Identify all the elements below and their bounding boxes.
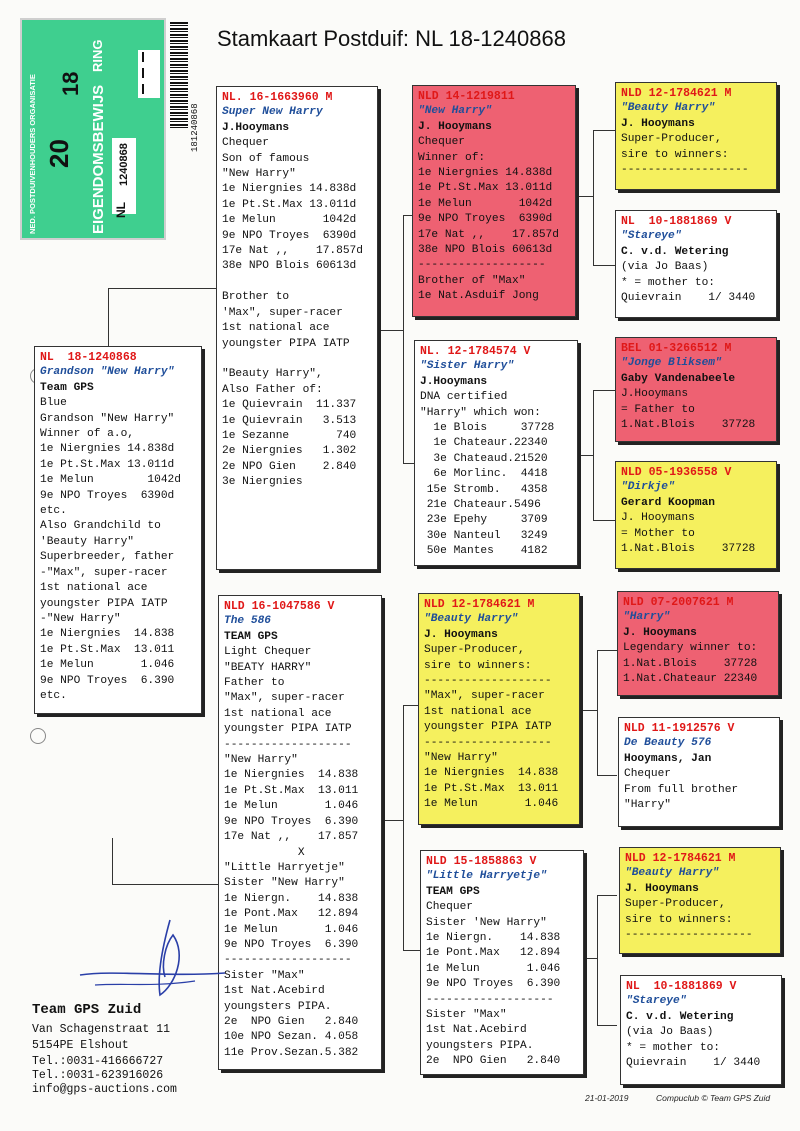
pedigree-line: 30e Nanteul 3249 bbox=[420, 529, 548, 542]
pedigree-line: Sister "New Harry" bbox=[224, 877, 345, 890]
pigeon-name: "Stareye" bbox=[626, 995, 687, 1008]
punch-hole bbox=[30, 728, 46, 744]
pigeon-name: The 586 bbox=[224, 615, 271, 628]
breeder-name: J. Hooymans bbox=[625, 882, 699, 895]
pigeon-name: Super New Harry bbox=[222, 106, 323, 119]
ring-number: NLD 12-1784621 M bbox=[621, 87, 732, 100]
ring-number: NLD 12-1784621 M bbox=[625, 852, 736, 865]
pedigree-line: 1e Pt.St.Max 13.011d bbox=[222, 198, 357, 211]
pedigree-line: = Father to bbox=[621, 403, 695, 416]
pedigree-line: 23e Epehy 3709 bbox=[420, 514, 548, 527]
breeder-name: Hooymans, Jan bbox=[624, 752, 712, 765]
pigeon-name: "Jonge Bliksem" bbox=[621, 357, 722, 370]
pedigree-line: 1e Niergnies 14.838d bbox=[40, 443, 175, 456]
pedigree-line: 1e Niergn. 14.838 bbox=[426, 932, 561, 945]
pigeon-name: De Beauty 576 bbox=[624, 737, 712, 750]
pedigree-line: Brother of "Max" bbox=[418, 274, 526, 287]
pedigree-line: Chequer bbox=[426, 901, 473, 914]
pedigree-line: 1e Niergnies 14.838d bbox=[418, 167, 553, 180]
pigeon-name: "Beauty Harry" bbox=[621, 102, 715, 115]
pedigree-line: Son of famous bbox=[222, 152, 310, 165]
ring-number: NLD 15-1858863 V bbox=[426, 855, 537, 868]
pedigree-line: Blue bbox=[40, 397, 67, 410]
pedigree-line: 9e NPO Troyes 6.390 bbox=[426, 978, 561, 991]
breeder-name: C. v.d. Wetering bbox=[621, 245, 729, 258]
pedigree-box-mm-father bbox=[619, 847, 781, 954]
breeder-name: J. Hooymans bbox=[418, 120, 492, 133]
breeder-name: J.Hooymans bbox=[222, 121, 290, 134]
pedigree-line: youngster PIPA IATP bbox=[424, 721, 552, 734]
pedigree-line: "Harry" bbox=[624, 799, 671, 812]
pedigree-line: 1st national ace bbox=[224, 707, 332, 720]
pedigree-line: 38e NPO Blois 60613d bbox=[222, 260, 357, 273]
pedigree-line: "BEATY HARRY" bbox=[224, 661, 312, 674]
pedigree-box-subject bbox=[34, 346, 202, 714]
pedigree-line: 1st Nat.Acebird bbox=[426, 1024, 527, 1037]
pedigree-line: J.Hooymans bbox=[621, 388, 689, 401]
pedigree-line: 9e NPO Troyes 6.390 bbox=[224, 815, 359, 828]
barcode bbox=[170, 22, 188, 128]
pedigree-line: 1.Nat.Chateaur 22340 bbox=[623, 673, 758, 686]
pedigree-line: * = mother to: bbox=[621, 276, 715, 289]
pedigree-line: 21e Chateaur.5496 bbox=[420, 499, 541, 512]
pedigree-line: 9e NPO Troyes 6390d bbox=[418, 213, 553, 226]
pedigree-line: 1e Niergnies 14.838 bbox=[224, 769, 359, 782]
pedigree-line: 9e NPO Troyes 6.390 bbox=[40, 674, 175, 687]
pedigree-line: ------------------- bbox=[224, 954, 352, 967]
breeder-name: Gerard Koopman bbox=[621, 496, 715, 509]
pedigree-line: sire to winners: bbox=[621, 148, 729, 161]
pedigree-line: 1e Pont.Max 12.894 bbox=[426, 947, 561, 960]
card-country: NL bbox=[114, 202, 128, 218]
pedigree-box-ff-father bbox=[615, 82, 777, 190]
pedigree-line: 1e Niergn. 14.838 bbox=[224, 892, 359, 905]
card-cert-text: EIGENDOMSBEWIJS bbox=[90, 84, 107, 234]
footer-street: Van Schagenstraat 11 bbox=[32, 1023, 171, 1036]
pedigree-line: Winner of: bbox=[418, 151, 486, 164]
footer-tel1: Tel.:0031-416666727 bbox=[32, 1055, 164, 1068]
pedigree-line: ------------------- bbox=[424, 675, 552, 688]
page-title: Stamkaart Postduif: NL 18-1240868 bbox=[217, 26, 566, 51]
card-year-left: 20 bbox=[44, 139, 74, 168]
pedigree-line: "New Harry" bbox=[222, 168, 296, 181]
pedigree-line: Chequer bbox=[418, 136, 465, 149]
breeder-name: Gaby Vandenabeele bbox=[621, 372, 736, 385]
pedigree-line: sire to winners: bbox=[625, 913, 733, 926]
ring-number: NLD 07-2007621 M bbox=[623, 596, 734, 609]
breeder-name: C. v.d. Wetering bbox=[626, 1010, 734, 1023]
pedigree-box-fm-father bbox=[615, 337, 777, 442]
pedigree-line: 1e Melun 1.046 bbox=[224, 800, 359, 813]
pedigree-line: Sister 'New Harry" bbox=[426, 916, 547, 929]
pedigree-line: Father to bbox=[224, 677, 285, 690]
ring-number: NL 10-1881869 V bbox=[621, 215, 732, 228]
pedigree-line: 1st national ace bbox=[222, 322, 330, 335]
pedigree-line: X bbox=[224, 846, 305, 859]
pedigree-line: From full brother bbox=[624, 783, 739, 796]
pedigree-line: Also Grandchild to bbox=[40, 520, 161, 533]
pedigree-box-mother-mother bbox=[420, 850, 584, 1075]
breeder-name: TEAM GPS bbox=[426, 885, 480, 898]
pedigree-line: "New Harry" bbox=[424, 752, 498, 765]
pedigree-line: 1e Niergnies 14.838 bbox=[424, 767, 559, 780]
signature bbox=[75, 915, 235, 1005]
pedigree-line: ------------------- bbox=[418, 259, 546, 272]
pedigree-line: youngster PIPA IATP bbox=[40, 597, 168, 610]
pedigree-line: 9e NPO Troyes 6.390 bbox=[224, 938, 359, 951]
pedigree-line bbox=[222, 352, 372, 367]
pedigree-line: ------------------- bbox=[621, 164, 749, 177]
pedigree-line: Chequer bbox=[222, 137, 269, 150]
barcode-number: 181240868 bbox=[190, 103, 200, 152]
pedigree-line: 'Beauty Harry" bbox=[40, 535, 134, 548]
ring-number: NLD 16-1047586 V bbox=[224, 600, 335, 613]
pedigree-line: 1.Nat.Blois 37728 bbox=[621, 543, 756, 556]
pedigree-line: "Max", super-racer bbox=[424, 690, 545, 703]
pedigree-line: Super-Producer, bbox=[621, 133, 722, 146]
pigeon-name: "Beauty Harry" bbox=[424, 613, 518, 626]
pedigree-line: youngsters PIPA. bbox=[224, 1000, 332, 1013]
pedigree-line: (via Jo Baas) bbox=[621, 261, 709, 274]
pedigree-line: 1st national ace bbox=[424, 705, 532, 718]
pedigree-line: "Little Harryetje" bbox=[224, 861, 345, 874]
pedigree-line: 1e Pt.St.Max 13.011 bbox=[424, 782, 559, 795]
pedigree-line: 38e NPO Blois 60613d bbox=[418, 244, 553, 257]
pedigree-line: 1e Sezanne 740 bbox=[222, 429, 357, 442]
ring-number: NLD 11-1912576 V bbox=[624, 722, 735, 735]
ring-number: BEL 01-3266512 M bbox=[621, 342, 732, 355]
pedigree-line: 2e NPO Gien 2.840 bbox=[426, 1055, 561, 1068]
breeder-name: TEAM GPS bbox=[224, 630, 278, 643]
pedigree-line: 1e Pont.Max 12.894 bbox=[224, 908, 359, 921]
pedigree-line: 9e NPO Troyes 6390d bbox=[40, 489, 175, 502]
breeder-name: J. Hooymans bbox=[621, 117, 695, 130]
pedigree-line: 50e Mantes 4182 bbox=[420, 545, 548, 558]
pedigree-line: Sister "Max" bbox=[426, 1009, 507, 1022]
ring-number: NL 10-1881869 V bbox=[626, 980, 737, 993]
pedigree-line: 11e Prov.Sezan.5.382 bbox=[224, 1046, 359, 1059]
card-org-text: NED. POSTDUIVENHOUDERS ORGANISATIE bbox=[28, 74, 37, 234]
pedigree-box-mother-father bbox=[418, 593, 580, 825]
pedigree-line: Super-Producer, bbox=[424, 644, 525, 657]
pedigree-line: 1e Pt.St.Max 13.011 bbox=[40, 643, 175, 656]
pedigree-line: Super-Producer, bbox=[625, 898, 726, 911]
pedigree-line: 1.Nat.Blois 37728 bbox=[623, 657, 758, 670]
pedigree-line bbox=[222, 275, 372, 290]
breeder-name: J. Hooymans bbox=[424, 628, 498, 641]
pedigree-line: ------------------- bbox=[224, 738, 352, 751]
pedigree-line: 2e NPO Gien 2.840 bbox=[222, 460, 357, 473]
pedigree-line: Grandson "New Harry" bbox=[40, 412, 175, 425]
pedigree-line: 1e Pt.St.Max 13.011 bbox=[224, 784, 359, 797]
breeder-name: Team GPS bbox=[40, 381, 94, 394]
pigeon-name: "New Harry" bbox=[418, 105, 492, 118]
ring-number: NLD 14-1219811 bbox=[418, 90, 515, 103]
pedigree-box-fm-mother bbox=[615, 461, 777, 569]
footer-tel2: Tel.:0031-623916026 bbox=[32, 1069, 164, 1082]
pedigree-line: etc. bbox=[40, 689, 67, 702]
pedigree-line: 10e NPO Sezan. 4.058 bbox=[224, 1031, 359, 1044]
pedigree-line: 1st Nat.Acebird bbox=[224, 985, 325, 998]
pedigree-line: 1.Nat.Blois 37728 bbox=[621, 419, 756, 432]
pedigree-line: 1st national ace bbox=[40, 582, 148, 595]
pedigree-line: 17e Nat ,, 17.857 bbox=[224, 831, 359, 844]
ring-number: NLD 05-1936558 V bbox=[621, 466, 732, 479]
pedigree-box-mm-mother bbox=[620, 975, 782, 1085]
pedigree-line: Light Chequer bbox=[224, 646, 312, 659]
pedigree-line: Also Father of: bbox=[222, 383, 323, 396]
pedigree-line: 1e Melun 1.046 bbox=[424, 798, 559, 811]
pedigree-line: 1e Melun 1.046 bbox=[224, 923, 359, 936]
ring-number: NL. 12-1784574 V bbox=[420, 345, 531, 358]
pedigree-line: youngster PIPA IATP bbox=[222, 337, 350, 350]
breeder-name: J.Hooymans bbox=[420, 375, 488, 388]
pigeon-name: "Harry" bbox=[623, 611, 670, 624]
pedigree-box-mother bbox=[218, 595, 382, 1070]
pedigree-line: youngsters PIPA. bbox=[426, 1039, 534, 1052]
pedigree-line: 1e Melun 1.046 bbox=[426, 962, 561, 975]
pedigree-line: 6e Morlinc. 4418 bbox=[420, 468, 548, 481]
pedigree-line: Sister "Max" bbox=[224, 969, 305, 982]
breeder-name: J. Hooymans bbox=[623, 626, 697, 639]
pedigree-line: 2e NPO Gien 2.840 bbox=[224, 1015, 359, 1028]
pedigree-line: "Beauty Harry", bbox=[222, 368, 323, 381]
pigeon-name: "Stareye" bbox=[621, 230, 682, 243]
pedigree-line: 15e Stromb. 4358 bbox=[420, 483, 548, 496]
pedigree-line: Chequer bbox=[624, 768, 671, 781]
pedigree-line: 1e Quievrain 3.513 bbox=[222, 414, 357, 427]
ring-number: NL. 16-1663960 M bbox=[222, 91, 333, 104]
ring-ownership-card bbox=[20, 18, 166, 240]
pedigree-line: 1e Niergnies 14.838d bbox=[222, 183, 357, 196]
pedigree-line: 1e Melun 1042d bbox=[418, 197, 553, 210]
pedigree-line: ------------------- bbox=[625, 929, 753, 942]
card-year-right: 18 bbox=[58, 71, 83, 96]
pigeon-name: "Dirkje" bbox=[621, 481, 675, 494]
pedigree-box-father bbox=[216, 86, 378, 570]
footer-email: info@gps-auctions.com bbox=[32, 1083, 177, 1096]
pedigree-line: Quievrain 1/ 3440 bbox=[621, 292, 756, 305]
pedigree-line: 1e Chateaur.22340 bbox=[420, 437, 548, 450]
pedigree-line: 1e Pt.St.Max 13.011d bbox=[40, 458, 175, 471]
pedigree-line: 9e NPO Troyes 6390d bbox=[222, 229, 357, 242]
pedigree-line: 1e Melun 1.046 bbox=[40, 659, 175, 672]
pedigree-line: 1e Blois 37728 bbox=[420, 422, 555, 435]
pedigree-line: Superbreeder, father bbox=[40, 551, 175, 564]
pedigree-line: (via Jo Baas) bbox=[626, 1026, 714, 1039]
pedigree-box-father-mother bbox=[414, 340, 578, 566]
pedigree-line: -"New Harry" bbox=[40, 612, 121, 625]
pedigree-line: 'Max", super-racer bbox=[222, 306, 343, 319]
pigeon-name: "Little Harryetje" bbox=[426, 870, 547, 883]
pedigree-line: "Harry" which won: bbox=[420, 406, 541, 419]
pigeon-name: "Sister Harry" bbox=[420, 360, 514, 373]
footer-name: Team GPS Zuid bbox=[32, 1002, 142, 1018]
ring-number: NL 18-1240868 bbox=[40, 351, 137, 364]
pedigree-line: * = mother to: bbox=[626, 1041, 720, 1054]
ring-number: NLD 12-1784621 M bbox=[424, 598, 535, 611]
pigeon-name: "Beauty Harry" bbox=[625, 867, 719, 880]
pedigree-line: 1e Melun 1042d bbox=[222, 214, 357, 227]
card-ring-word: RING bbox=[90, 39, 105, 72]
pigeon-name: Grandson "New Harry" bbox=[40, 366, 175, 379]
pedigree-line: 1e Nat.Asduif Jong bbox=[418, 290, 539, 303]
pedigree-line: 1e Pt.St.Max 13.011d bbox=[418, 182, 553, 195]
pedigree-line: "New Harry" bbox=[224, 754, 298, 767]
pedigree-line: 1e Niergnies 14.838 bbox=[40, 628, 175, 641]
pedigree-line: 1e Quievrain 11.337 bbox=[222, 399, 357, 412]
pedigree-line: Quievrain 1/ 3440 bbox=[626, 1057, 761, 1070]
pedigree-line: 3e Chateaud.21520 bbox=[420, 452, 548, 465]
pedigree-line: DNA certified bbox=[420, 391, 508, 404]
pedigree-line: 2e Niergnies 1.302 bbox=[222, 445, 357, 458]
pedigree-box-ff-mother bbox=[615, 210, 777, 318]
pedigree-line: ------------------- bbox=[426, 993, 554, 1006]
pedigree-line: ------------------- bbox=[424, 736, 552, 749]
pedigree-line: -"Max", super-racer bbox=[40, 566, 168, 579]
pedigree-box-mf-father bbox=[617, 591, 779, 696]
pedigree-line: etc. bbox=[40, 505, 67, 518]
card-ring-number: 1240868 bbox=[118, 143, 130, 186]
pedigree-line: Legendary winner to: bbox=[623, 642, 758, 655]
footer-credit: Compuclub © Team GPS Zuid bbox=[656, 1093, 771, 1103]
pedigree-line: J. Hooymans bbox=[621, 512, 695, 525]
pedigree-line: = Mother to bbox=[621, 527, 695, 540]
pedigree-line: Winner of a.o, bbox=[40, 428, 134, 441]
pedigree-line: "Max", super-racer bbox=[224, 692, 345, 705]
pedigree-line: 1e Melun 1042d bbox=[40, 474, 181, 487]
pedigree-line: Brother to bbox=[222, 291, 290, 304]
footer-date: 21-01-2019 bbox=[585, 1093, 629, 1103]
pedigree-box-father-father bbox=[412, 85, 576, 317]
pedigree-line: sire to winners: bbox=[424, 659, 532, 672]
footer-city: 5154PE Elshout bbox=[32, 1039, 129, 1052]
pedigree-box-mf-mother bbox=[618, 717, 780, 827]
pedigree-line: 17e Nat ,, 17.857d bbox=[222, 245, 363, 258]
pedigree-line: youngster PIPA IATP bbox=[224, 723, 352, 736]
pedigree-line: 17e Nat ,, 17.857d bbox=[418, 228, 559, 241]
pedigree-line: 3e Niergnies bbox=[222, 476, 303, 489]
